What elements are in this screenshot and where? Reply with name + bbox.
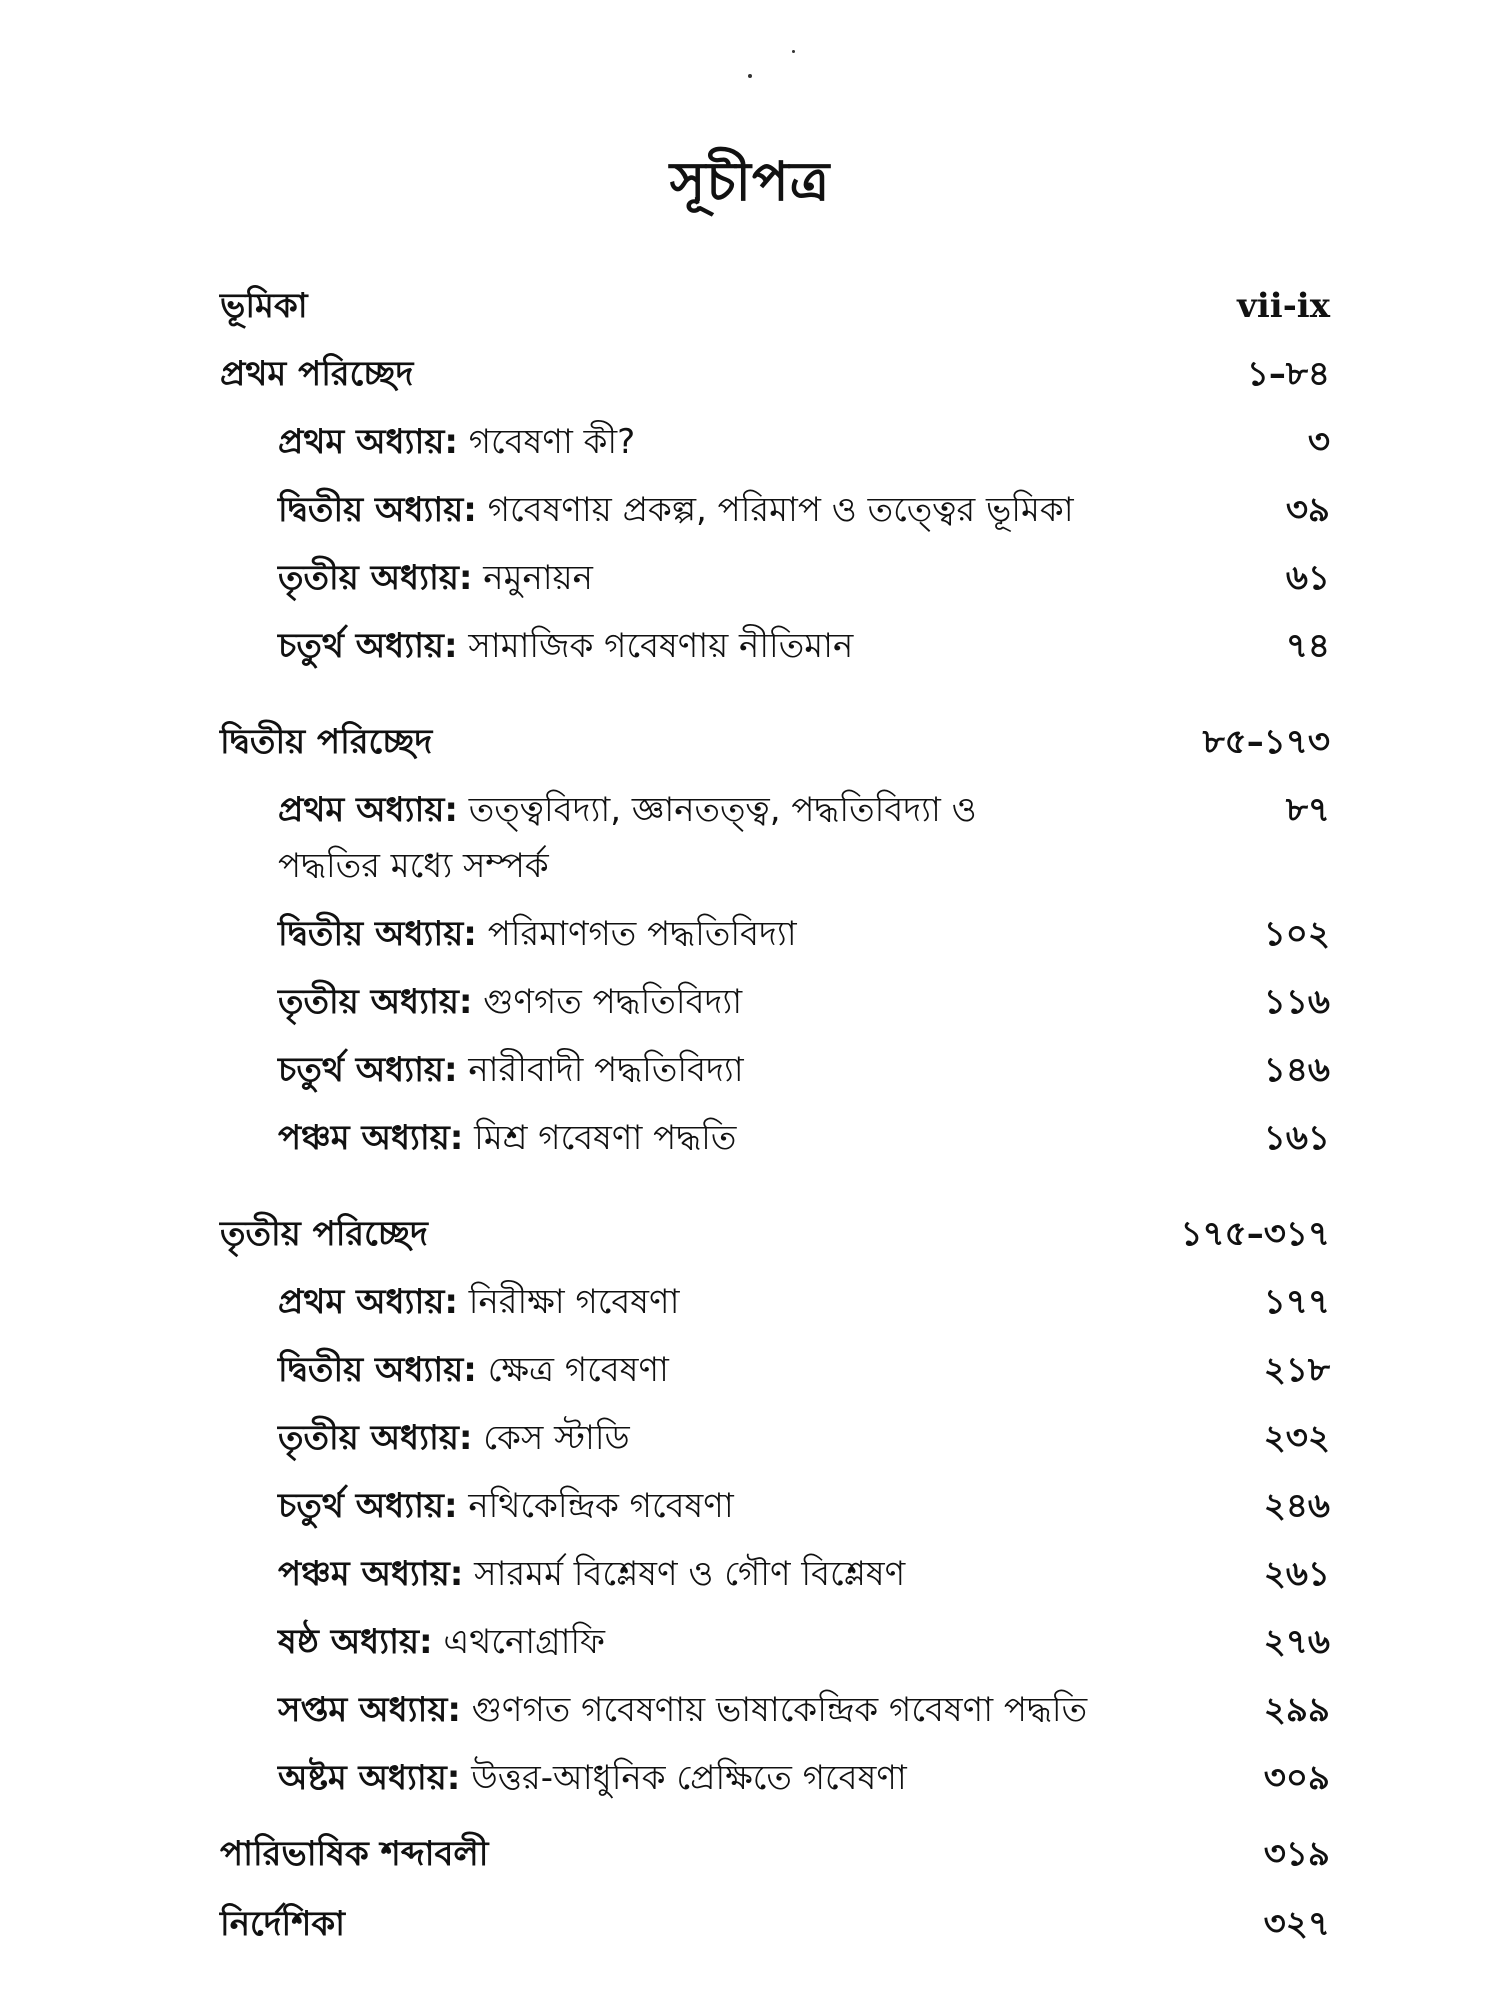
- toc-page-number: ১১৬: [1263, 982, 1330, 1022]
- toc-entry-chapter: [0, 622, 1500, 682]
- toc-chapter-label: [278, 978, 742, 1026]
- toc-entry-chapter: [0, 1686, 1500, 1746]
- toc-page-number: ৩: [1307, 422, 1330, 462]
- toc-entry-glossary: [0, 1830, 1500, 1890]
- toc-chapter-label: [278, 418, 635, 466]
- toc-part-label: পারিভাষিক শব্দাবলী: [220, 1834, 489, 1874]
- chapter-title: গবেষণা কী?: [457, 422, 636, 462]
- chapter-prefix: দ্বিতীয় অধ্যায়:: [278, 1350, 477, 1390]
- chapter-title: সারমর্ম বিশ্লেষণ ও গৌণ বিশ্লেষণ: [463, 1554, 906, 1594]
- chapter-title: নারীবাদী পদ্ধতিবিদ্যা: [457, 1050, 744, 1090]
- chapter-prefix: পঞ্চম অধ্যায়:: [278, 1554, 464, 1594]
- toc-entry-chapter: [0, 978, 1500, 1038]
- toc-page-number: ১৪৬: [1263, 1050, 1330, 1090]
- toc-chapter-label: [278, 1686, 1087, 1734]
- toc-page-number: ২৪৬: [1263, 1486, 1330, 1526]
- chapter-prefix: প্রথম অধ্যায়:: [278, 1282, 458, 1322]
- toc-entry-chapter: [0, 1618, 1500, 1678]
- toc-page-number: ৬১: [1285, 558, 1330, 598]
- chapter-prefix: চতুর্থ অধ্যায়:: [278, 626, 458, 666]
- chapter-title: নিরীক্ষা গবেষণা: [457, 1282, 680, 1322]
- chapter-prefix: প্রথম অধ্যায়:: [278, 790, 458, 830]
- chapter-title: গবেষণায় প্রকল্প, পরিমাপ ও তত্ত্বের ভূমিকা: [476, 490, 1074, 530]
- toc-entry-part-3: [0, 1210, 1500, 1270]
- toc-chapter-label: [278, 786, 977, 834]
- chapter-title: ক্ষেত্র গবেষণা: [476, 1350, 669, 1390]
- chapter-title: সামাজিক গবেষণায় নীতিমান: [457, 626, 854, 666]
- toc-entry-chapter: [0, 554, 1500, 614]
- toc-chapter-label: [278, 1482, 734, 1530]
- toc-entry-part-1: [0, 350, 1500, 410]
- speck-mark: [792, 50, 795, 53]
- toc-chapter-label: [278, 1414, 630, 1462]
- toc-part-label: ভূমিকা: [220, 286, 308, 326]
- chapter-title: এথনোগ্রাফি: [432, 1622, 606, 1662]
- toc-entry-chapter: [0, 1482, 1500, 1542]
- chapter-prefix: তৃতীয় অধ্যায়:: [278, 1418, 473, 1458]
- toc-entry-index: [0, 1900, 1500, 1960]
- toc-chapter-label: [278, 1550, 905, 1598]
- toc-page-number: ৩২৭: [1263, 1904, 1330, 1944]
- chapter-title: মিশ্র গবেষণা পদ্ধতি: [463, 1118, 737, 1158]
- page-title: সূচীপত্র: [669, 150, 831, 213]
- chapter-title: তত্ত্ববিদ্যা, জ্ঞানতত্ত্ব, পদ্ধতিবিদ্যা ও: [457, 790, 977, 830]
- toc-entry-chapter: [0, 1046, 1500, 1106]
- chapter-prefix: পঞ্চম অধ্যায়:: [278, 1118, 464, 1158]
- toc-page-number: ২৩২: [1263, 1418, 1330, 1458]
- toc-page-number: ২৯৯: [1263, 1690, 1330, 1730]
- chapter-title-continued: পদ্ধতির মধ্যে সম্পর্ক: [278, 846, 549, 886]
- toc-page-number: ২১৮: [1263, 1350, 1330, 1390]
- toc-chapter-label: [278, 1618, 605, 1666]
- chapter-title: গুণগত গবেষণায় ভাষাকেন্দ্রিক গবেষণা পদ্ধতি: [460, 1690, 1088, 1730]
- toc-chapter-label: [278, 486, 1074, 534]
- toc-page-number: ২৭৬: [1263, 1622, 1330, 1662]
- chapter-prefix: অষ্টম অধ্যায়:: [278, 1758, 461, 1798]
- chapter-prefix: ষষ্ঠ অধ্যায়:: [278, 1622, 433, 1662]
- chapter-prefix: প্রথম অধ্যায়:: [278, 422, 458, 462]
- toc-page-number: ৩১৯: [1263, 1834, 1330, 1874]
- toc-chapter-label: [278, 554, 593, 602]
- speck-mark: [748, 74, 752, 78]
- toc-chapter-label: [278, 622, 853, 670]
- toc-page-number: ৩৯: [1285, 490, 1330, 530]
- toc-entry-chapter: [0, 418, 1500, 478]
- chapter-title: নমুনায়ন: [472, 558, 593, 598]
- chapter-title: নথিকেন্দ্রিক গবেষণা: [457, 1486, 734, 1526]
- chapter-title: গুণগত পদ্ধতিবিদ্যা: [472, 982, 743, 1022]
- toc-entry-chapter: [0, 910, 1500, 970]
- chapter-title: পরিমাণগত পদ্ধতিবিদ্যা: [476, 914, 797, 954]
- toc-page-number: ৭৪: [1285, 626, 1330, 666]
- toc-chapter-label: [278, 1114, 736, 1162]
- toc-page-number: ১৭৫–৩১৭: [1180, 1214, 1330, 1254]
- toc-entry-chapter: [0, 1414, 1500, 1474]
- toc-entry-chapter: [0, 1346, 1500, 1406]
- toc-page-number: ২৬১: [1263, 1554, 1330, 1594]
- chapter-prefix: দ্বিতীয় অধ্যায়:: [278, 490, 477, 530]
- toc-page-number: ১৬১: [1263, 1118, 1330, 1158]
- chapter-prefix: দ্বিতীয় অধ্যায়:: [278, 914, 477, 954]
- chapter-prefix: তৃতীয় অধ্যায়:: [278, 982, 473, 1022]
- toc-chapter-label: [278, 1046, 744, 1094]
- toc-entry-chapter: [0, 1278, 1500, 1338]
- toc-chapter-label: [278, 910, 797, 958]
- toc-entry-chapter: [0, 1550, 1500, 1610]
- toc-part-label: দ্বিতীয় পরিচ্ছেদ: [220, 722, 433, 762]
- toc-page-number: ৩০৯: [1263, 1758, 1330, 1798]
- toc-chapter-label: [278, 1754, 907, 1802]
- toc-page-number: ৮৫–১৭৩: [1202, 722, 1330, 762]
- toc-part-label: নির্দেশিকা: [220, 1904, 346, 1944]
- chapter-prefix: সপ্তম অধ্যায়:: [278, 1690, 461, 1730]
- toc-page-number: ১–৮৪: [1246, 354, 1330, 394]
- toc-page-number: vii-ix: [1237, 286, 1330, 326]
- toc-entry-chapter: [0, 1114, 1500, 1174]
- toc-entry-intro: [0, 282, 1500, 342]
- toc-page-number: ১০২: [1263, 914, 1330, 954]
- chapter-title: উত্তর-আধুনিক প্রেক্ষিতে গবেষণা: [460, 1758, 907, 1798]
- chapter-prefix: চতুর্থ অধ্যায়:: [278, 1050, 458, 1090]
- toc-part-label: প্রথম পরিচ্ছেদ: [220, 354, 414, 394]
- toc-chapter-label: [278, 1278, 679, 1326]
- chapter-prefix: তৃতীয় অধ্যায়:: [278, 558, 473, 598]
- toc-entry-part-2: [0, 718, 1500, 778]
- toc-page-number: ১৭৭: [1263, 1282, 1330, 1322]
- chapter-prefix: চতুর্থ অধ্যায়:: [278, 1486, 458, 1526]
- toc-chapter-label: [278, 1346, 669, 1394]
- chapter-title: কেস স্টাডি: [472, 1418, 630, 1458]
- toc-part-label: তৃতীয় পরিচ্ছেদ: [220, 1214, 428, 1254]
- toc-page-number: ৮৭: [1285, 790, 1330, 830]
- toc-entry-chapter: [0, 1754, 1500, 1814]
- toc-entry-chapter: [0, 786, 1500, 906]
- toc-entry-chapter: [0, 486, 1500, 546]
